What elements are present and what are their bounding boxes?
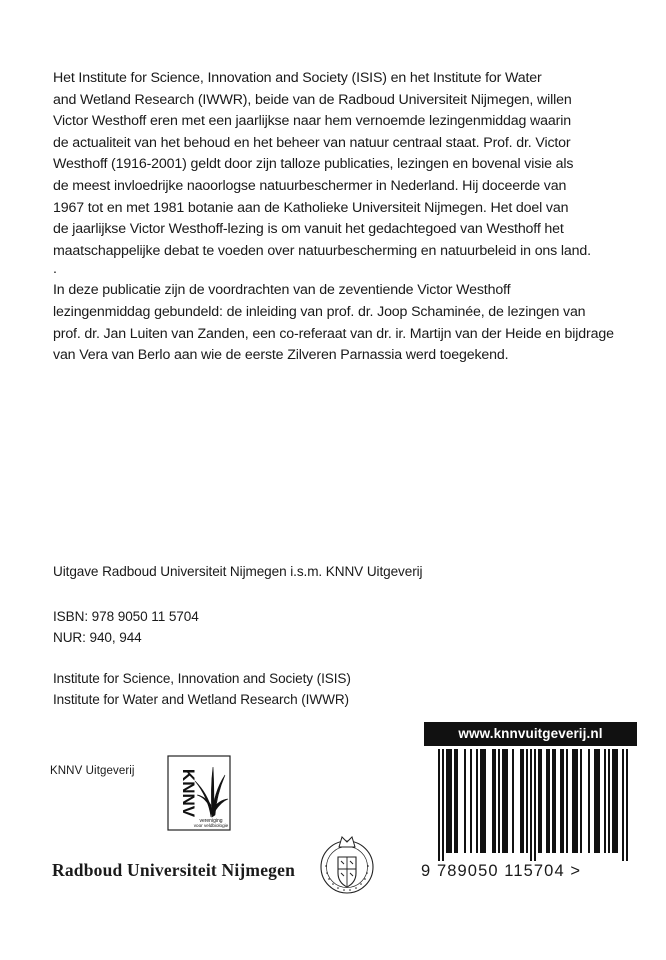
barcode-bar [576, 749, 578, 853]
barcode-bar [530, 749, 532, 861]
intro-line: In deze publicatie zijn de voordrachten van de zeventiende Victor Westhoff [53, 282, 511, 299]
intro-line: van Vera van Berlo aan wie de eerste Zilveren Parnassia werd toegekend. [53, 347, 509, 364]
barcode-bar [482, 749, 484, 853]
barcode-bar [520, 749, 522, 853]
barcode-bar [480, 749, 482, 853]
publisher-info [53, 562, 422, 583]
barcode-bar [498, 749, 500, 853]
barcode-bar [454, 749, 456, 853]
intro-line: lezingenmiddag gebundeld: de inleiding van prof. dr. Joop Schaminée, de lezingen van [53, 303, 586, 320]
barcode-bar [534, 749, 536, 861]
institutes [53, 669, 351, 710]
barcode-bar [448, 749, 450, 853]
publisher-url: www.knnvuitgeverij.nl [424, 722, 637, 746]
isbn: ISBN: 978 9050 11 5704 [53, 609, 199, 624]
barcode-bar [554, 749, 556, 853]
barcode-bar [502, 749, 504, 853]
barcode-bar [446, 749, 448, 853]
barcode-bar [538, 749, 540, 853]
barcode-bar [548, 749, 550, 853]
barcode-bar [456, 749, 458, 853]
barcode-bar [442, 749, 444, 861]
barcode-bar [504, 749, 506, 853]
barcode-bar [464, 749, 466, 853]
knnv-tagline-1: vereniging [199, 818, 223, 824]
intro-text [53, 68, 618, 367]
barcode-bar [552, 749, 554, 853]
intro-line: de actualiteit van het behoud en het beheer van natuur centraal staat. Prof. dr. Victor [53, 134, 571, 151]
nur: NUR: 940, 944 [53, 629, 142, 645]
knnv-logo-letters: KNNV [179, 768, 198, 818]
barcode-bar [476, 749, 478, 853]
barcode-bar [512, 749, 514, 853]
barcode-number: 9 789050 115704 > [421, 862, 582, 880]
knnv-uitgeverij-label: KNNV Uitgeverij [50, 765, 135, 777]
intro-line: Het Institute for Science, Innovation and Society (ISIS) en het Institute for Water [53, 70, 542, 86]
knnv-logo [167, 755, 231, 831]
barcode-bar [572, 749, 574, 853]
barcode-bar [614, 749, 616, 853]
barcode-bar [616, 749, 618, 853]
barcode-bar [540, 749, 542, 853]
barcode-bar [560, 749, 562, 853]
book-codes [53, 607, 199, 648]
intro-line: maatschappelijke debat te voeden over natuurbescherming en natuurbeleid in ons land. [53, 242, 591, 259]
barcode-bar [450, 749, 452, 853]
intro-line: 1967 tot en met 1981 botanie aan de Katholieke Universiteit Nijmegen. Het doel van [53, 199, 569, 216]
barcode-bar [580, 749, 582, 853]
intro-paragraph-2 [53, 280, 618, 366]
paragraph-separator: . [53, 261, 57, 278]
knnv-tagline-2: voor veldbiologie [193, 823, 229, 828]
intro-line: de meest invloedrijke naoorlogse natuurbeschermer in Nederland. Hij doceerde van [53, 177, 567, 194]
intro-line: Westhoff (1916-2001) geldt door zijn talloze publicaties, lezingen en bovenal visie als [53, 156, 574, 173]
institute-iwwr: Institute for Water and Wetland Research (IWWR) [53, 691, 349, 707]
intro-line: de jaarlijkse Victor Westhoff-lezing is om vanuit het gedachtegoed van Westhoff het [53, 221, 564, 238]
barcode-bar [562, 749, 564, 853]
barcode-bar [574, 749, 576, 853]
barcode-bar [566, 749, 568, 853]
barcode-bar [438, 749, 440, 861]
intro-paragraph-1 [53, 68, 618, 262]
barcode-bar [588, 749, 590, 853]
intro-line: and Wetland Research (IWWR), beide van de Radboud Universiteit Nijmegen, willen [53, 91, 572, 108]
barcode-bar [622, 749, 624, 861]
university-seal-icon [318, 833, 376, 897]
publisher-line: Uitgave Radboud Universiteit Nijmegen i.s.m. KNNV Uitgeverij [53, 564, 423, 579]
barcode-bar [594, 749, 596, 853]
barcode-bar [494, 749, 496, 853]
barcode-bar [522, 749, 524, 853]
radboud-university-label: Radboud Universiteit Nijmegen [52, 860, 296, 880]
institute-isis: Institute for Science, Innovation and Society (ISIS) [53, 671, 351, 686]
barcode-bar [546, 749, 548, 853]
barcode-bar [598, 749, 600, 853]
barcode-bar [626, 749, 628, 861]
intro-line: Victor Westhoff eren met een jaarlijkse naar hem vernoemde lezingenmiddag waarin [53, 113, 571, 130]
barcode-bar [608, 749, 610, 853]
barcode-bar [604, 749, 606, 853]
barcode-bar [526, 749, 528, 853]
barcode-bar [506, 749, 508, 853]
barcode-bar [492, 749, 494, 853]
barcode-bar [484, 749, 486, 853]
intro-line: prof. dr. Jan Luiten van Zanden, een co-referaat van dr. ir. Martijn van der Heide en bijdrage [53, 325, 614, 342]
barcode-bar [470, 749, 472, 853]
barcode-bar [596, 749, 598, 853]
barcode-bar [612, 749, 614, 853]
isbn-barcode [424, 749, 637, 861]
